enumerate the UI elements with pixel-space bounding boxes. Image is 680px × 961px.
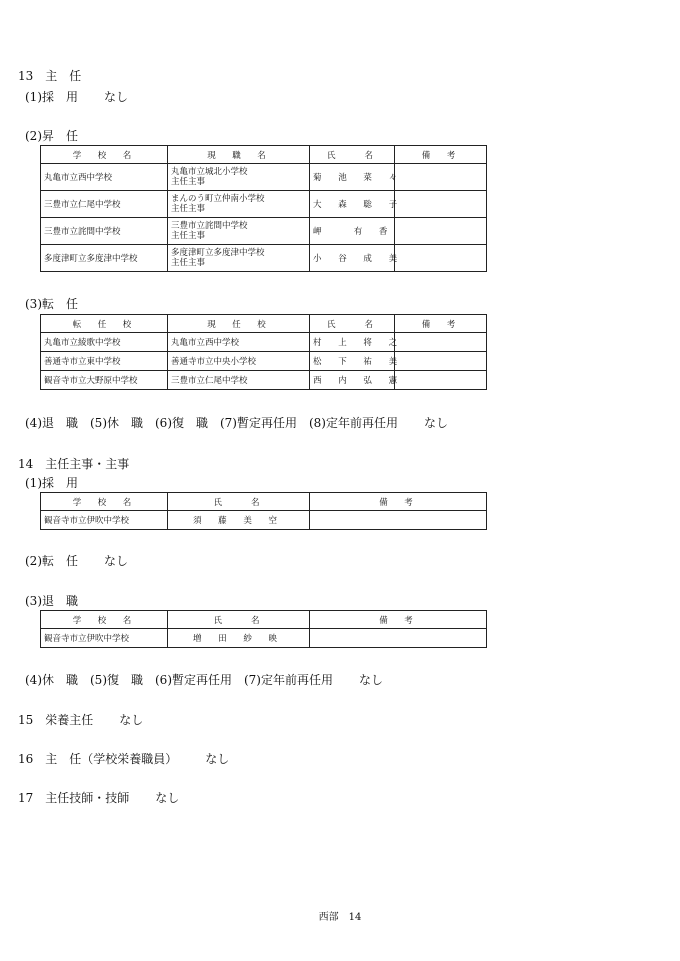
table-header-row: [41, 315, 487, 333]
s14-tennin-label: (2)転 任: [25, 554, 78, 568]
shonin-table: [40, 145, 487, 272]
cell-school: 三豊市立詫間中学校: [41, 218, 168, 245]
header-school: 学 校 名: [41, 493, 168, 511]
cell-new-school: 丸亀市立綾歌中学校: [41, 333, 168, 352]
table-row: [41, 245, 487, 272]
header-note: 備 考: [310, 611, 487, 629]
s14-tennin-value: なし: [104, 554, 129, 568]
table-row: [41, 511, 487, 530]
others-value: なし: [424, 416, 449, 430]
saiyo-value: なし: [104, 90, 129, 104]
cell-current-job: 三豊市立詫間中学校 主任主事: [168, 218, 310, 245]
cell-school: 三豊市立仁尾中学校: [41, 191, 168, 218]
section-17-heading: 17 主任技師・技師: [18, 791, 130, 805]
table-row: [41, 333, 487, 352]
cell-name: 西 内 弘 憲: [310, 371, 395, 390]
section-17-value: なし: [155, 791, 180, 805]
table-header-row: [41, 146, 487, 164]
cell-name: 村 上 将 之: [310, 333, 395, 352]
cell-current-job: 多度津町立多度津中学校 主任主事: [168, 245, 310, 272]
tennin-table: [40, 314, 487, 390]
section-13-heading: 13 主 任: [18, 69, 82, 83]
header-note: 備 考: [395, 315, 487, 333]
others-label: (4)退 職 (5)休 職 (6)復 職 (7)暫定再任用 (8)定年前再任用: [25, 416, 398, 430]
header-current-job: 現 職 名: [168, 146, 310, 164]
header-name: 氏 名: [168, 611, 310, 629]
section-13-others: [25, 414, 448, 431]
header-current-school: 現 任 校: [168, 315, 310, 333]
saiyo-label: (1)採 用: [25, 90, 78, 104]
table-row: [41, 629, 487, 648]
s14-others-value: なし: [359, 673, 384, 687]
table-row: [41, 191, 487, 218]
shonin-label: (2)昇 任: [25, 129, 78, 143]
section-14-heading: 14 主任主事・主事: [18, 457, 130, 471]
tennin-label: (3)転 任: [25, 297, 78, 311]
section-14-others: [25, 671, 383, 688]
header-new-school: 転 任 校: [41, 315, 168, 333]
cell-note: [395, 164, 487, 191]
s14-saiyo-table: [40, 492, 487, 530]
header-note: 備 考: [395, 146, 487, 164]
table-header-row: [41, 493, 487, 511]
cell-school: 多度津町立多度津中学校: [41, 245, 168, 272]
page-footer: 西部 14: [318, 912, 362, 923]
header-name: 氏 名: [310, 146, 395, 164]
header-name: 氏 名: [310, 315, 395, 333]
s14-taishoku-table: [40, 610, 487, 648]
cell-note: [395, 191, 487, 218]
cell-current-job: 丸亀市立城北小学校 主任主事: [168, 164, 310, 191]
section-15: [18, 711, 143, 728]
cell-new-school: 観音寺市立大野原中学校: [41, 371, 168, 390]
table-row: [41, 371, 487, 390]
table-row: [41, 164, 487, 191]
cell-current-school: 三豊市立仁尾中学校: [168, 371, 310, 390]
cell-current-school: 丸亀市立西中学校: [168, 333, 310, 352]
cell-note: [395, 333, 487, 352]
cell-name: 大 森 聡 子: [310, 191, 395, 218]
cell-school: 観音寺市立伊吹中学校: [41, 511, 168, 530]
section-13-saiyo: [25, 88, 128, 105]
cell-current-job: まんのう町立仲南小学校 主任主事: [168, 191, 310, 218]
cell-school: 観音寺市立伊吹中学校: [41, 629, 168, 648]
s14-others-label: (4)休 職 (5)復 職 (6)暫定再任用 (7)定年前再任用: [25, 673, 333, 687]
header-note: 備 考: [310, 493, 487, 511]
cell-note: [310, 511, 487, 530]
cell-school: 丸亀市立西中学校: [41, 164, 168, 191]
section-16-heading: 16 主 任（学校栄養職員）: [18, 752, 178, 766]
s14-taishoku-label: (3)退 職: [25, 594, 78, 608]
section-15-heading: 15 栄養主任: [18, 713, 94, 727]
cell-name: 増 田 紗 映: [168, 629, 310, 648]
cell-current-school: 善通寺市立中央小学校: [168, 352, 310, 371]
section-16-value: なし: [205, 752, 230, 766]
cell-new-school: 善通寺市立東中学校: [41, 352, 168, 371]
section-17: [18, 789, 179, 806]
cell-name: 小 谷 成 美: [310, 245, 395, 272]
header-school: 学 校 名: [41, 611, 168, 629]
section-16: [18, 750, 229, 767]
table-header-row: [41, 611, 487, 629]
header-name: 氏 名: [168, 493, 310, 511]
table-row: [41, 218, 487, 245]
cell-name: 松 下 祐 美: [310, 352, 395, 371]
cell-note: [395, 245, 487, 272]
cell-name: 菊 池 菜 々: [310, 164, 395, 191]
section-15-value: なし: [119, 713, 144, 727]
s14-tennin: [25, 552, 128, 569]
cell-note: [310, 629, 487, 648]
cell-name: 岬 有 香: [310, 218, 395, 245]
cell-name: 須 藤 美 空: [168, 511, 310, 530]
header-school: 学 校 名: [41, 146, 168, 164]
table-row: [41, 352, 487, 371]
cell-note: [395, 371, 487, 390]
cell-note: [395, 218, 487, 245]
cell-note: [395, 352, 487, 371]
s14-saiyo-label: (1)採 用: [25, 476, 78, 490]
